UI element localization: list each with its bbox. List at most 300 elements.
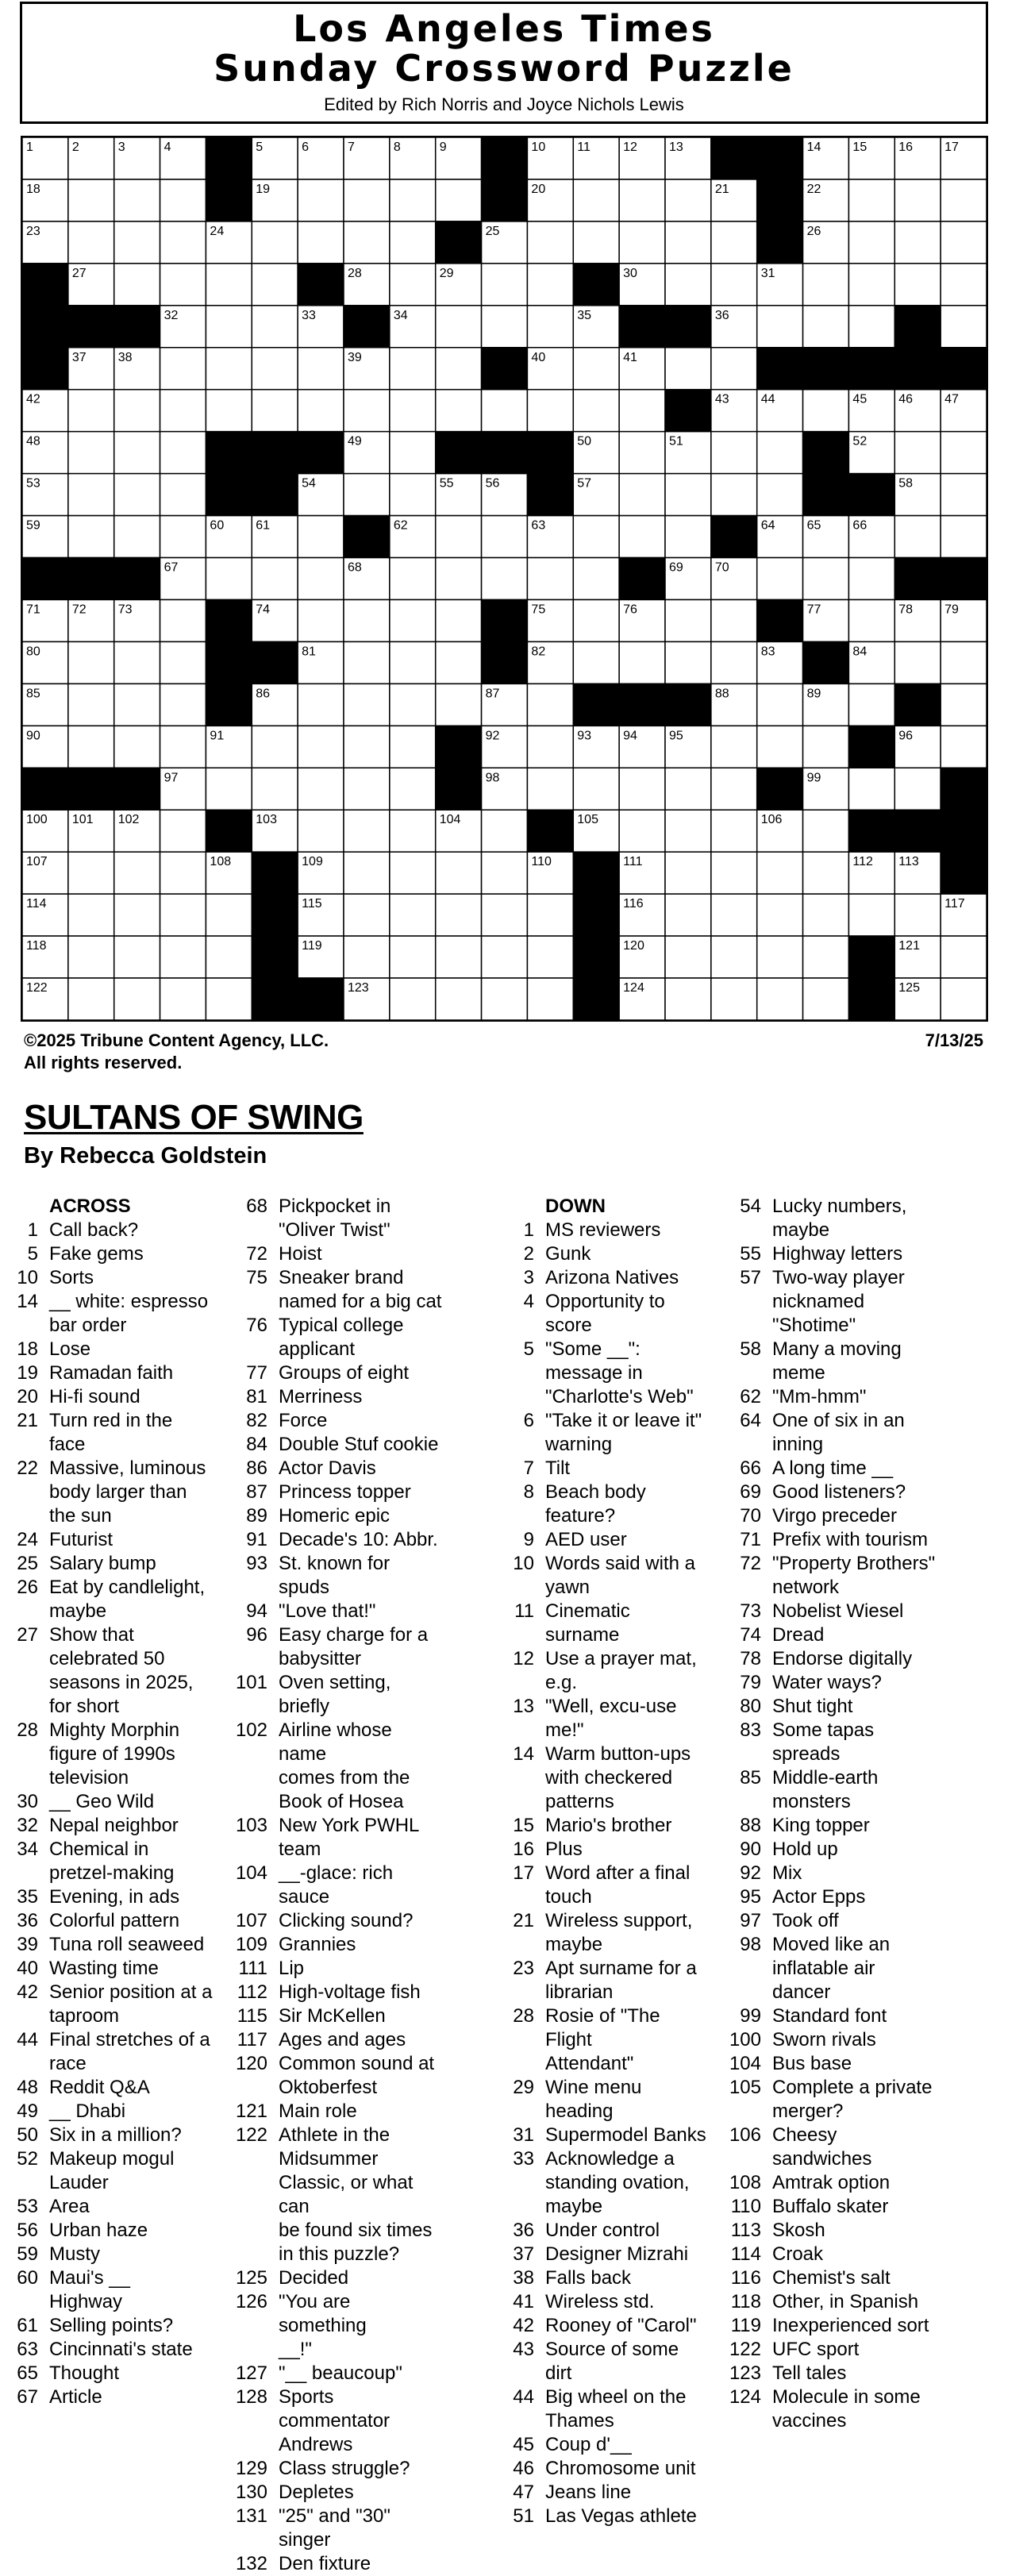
grid-cell[interactable] (68, 432, 114, 474)
clue-text: Other, in Spanish (772, 2291, 919, 2312)
grid-cell[interactable] (298, 558, 344, 600)
grid-cell[interactable] (298, 348, 344, 390)
grid-cell[interactable] (114, 221, 160, 264)
grid-cell[interactable] (848, 179, 894, 221)
grid-cell[interactable] (894, 221, 941, 264)
grid-cell[interactable] (206, 264, 252, 306)
grid-cell[interactable] (941, 474, 987, 516)
grid-cell[interactable] (665, 852, 711, 894)
grid-cell[interactable] (665, 221, 711, 264)
clue-text: Tuna roll seaweed (49, 1934, 205, 1955)
grid-cell[interactable] (665, 641, 711, 683)
grid-block (252, 894, 298, 936)
grid-cell[interactable] (206, 348, 252, 390)
clue-entry (482, 1862, 709, 1909)
grid-cell[interactable] (757, 432, 803, 474)
grid-cell[interactable] (573, 641, 619, 683)
grid-cell[interactable] (665, 474, 711, 516)
grid-cell[interactable] (114, 978, 160, 1020)
grid-cell[interactable] (941, 432, 987, 474)
grid-cell[interactable] (390, 264, 436, 306)
clue-entry (0, 2147, 213, 2195)
grid-cell[interactable] (711, 599, 757, 641)
grid-cell[interactable] (482, 978, 528, 1020)
grid-cell[interactable] (160, 936, 206, 978)
grid-cell[interactable] (941, 978, 987, 1020)
grid-cell[interactable] (114, 726, 160, 768)
grid-cell[interactable] (436, 894, 482, 936)
grid-cell[interactable] (68, 390, 114, 432)
grid-cell[interactable] (68, 474, 114, 516)
cell-number: 112 (852, 855, 873, 869)
grid-cell[interactable] (344, 768, 390, 810)
grid-cell[interactable] (619, 179, 665, 221)
grid-cell[interactable] (619, 768, 665, 810)
grid-cell[interactable] (252, 390, 298, 432)
grid-cell[interactable] (436, 558, 482, 600)
grid-cell[interactable] (160, 390, 206, 432)
grid-cell[interactable] (527, 936, 573, 978)
clue-number: 71 (740, 1529, 761, 1550)
clue-text: Cheesy sandwiches (772, 2124, 872, 2170)
grid-cell[interactable] (160, 179, 206, 221)
grid-cell[interactable] (665, 516, 711, 558)
grid-cell[interactable] (665, 599, 711, 641)
clue-entry (215, 2457, 442, 2481)
grid-cell[interactable] (803, 726, 849, 768)
grid-cell[interactable] (390, 683, 436, 726)
grid-cell[interactable] (527, 726, 573, 768)
grid-cell[interactable] (757, 978, 803, 1020)
clue-number: 104 (235, 1862, 267, 1884)
grid-cell[interactable] (757, 894, 803, 936)
grid-cell[interactable] (344, 179, 390, 221)
grid-cell[interactable] (711, 810, 757, 852)
grid-cell[interactable] (68, 936, 114, 978)
grid-cell[interactable] (436, 306, 482, 348)
grid-cell[interactable] (848, 768, 894, 810)
grid-cell[interactable] (941, 264, 987, 306)
grid-cell[interactable] (114, 894, 160, 936)
grid-cell[interactable] (803, 306, 849, 348)
grid-cell[interactable] (573, 599, 619, 641)
grid-cell[interactable] (68, 221, 114, 264)
grid-cell[interactable] (390, 179, 436, 221)
clue-number: 120 (235, 2053, 267, 2074)
grid-cell[interactable] (160, 516, 206, 558)
grid-block (941, 768, 987, 810)
grid-cell[interactable] (711, 936, 757, 978)
clue-entry (709, 1600, 936, 1623)
clue-text: "Well, excu-use me!" (545, 1696, 677, 1741)
grid-cell[interactable] (160, 221, 206, 264)
grid-cell[interactable] (436, 390, 482, 432)
grid-cell[interactable] (436, 641, 482, 683)
grid-cell[interactable] (803, 810, 849, 852)
grid-cell[interactable] (757, 306, 803, 348)
clue-entry (0, 1552, 213, 1576)
grid-block (527, 810, 573, 852)
grid-cell[interactable] (160, 641, 206, 683)
clue-entry (482, 2290, 709, 2314)
grid-cell[interactable] (894, 641, 941, 683)
grid-cell[interactable] (894, 432, 941, 474)
grid-cell[interactable] (390, 768, 436, 810)
grid-cell[interactable] (757, 558, 803, 600)
grid-cell[interactable] (436, 599, 482, 641)
clue-text: Chemist's salt (772, 2267, 891, 2289)
grid-cell[interactable] (619, 516, 665, 558)
clue-number: 13 (513, 1696, 534, 1717)
grid-cell[interactable] (711, 432, 757, 474)
grid-cell[interactable] (573, 179, 619, 221)
grid-cell[interactable] (160, 474, 206, 516)
grid-cell[interactable] (298, 179, 344, 221)
grid-cell[interactable] (252, 558, 298, 600)
puzzle-title: SULTANS OF SWING (24, 1098, 364, 1137)
grid-cell[interactable] (848, 558, 894, 600)
grid-cell[interactable] (527, 264, 573, 306)
grid-cell[interactable] (390, 726, 436, 768)
clue-entry (0, 1957, 213, 1981)
grid-cell[interactable] (436, 936, 482, 978)
grid-cell[interactable] (252, 768, 298, 810)
cell-number: 86 (256, 687, 271, 701)
grid-cell[interactable] (941, 179, 987, 221)
grid-cell[interactable] (436, 852, 482, 894)
grid-cell[interactable] (298, 516, 344, 558)
grid-cell[interactable] (803, 852, 849, 894)
clue-text: Sir McKellen (279, 2005, 386, 2027)
grid-cell[interactable] (619, 641, 665, 683)
grid-cell[interactable] (206, 768, 252, 810)
grid-cell[interactable] (68, 179, 114, 221)
grid-cell[interactable] (757, 852, 803, 894)
clue-entry (482, 1957, 709, 2004)
grid-cell[interactable] (344, 726, 390, 768)
grid-cell[interactable] (665, 179, 711, 221)
grid-cell[interactable] (344, 936, 390, 978)
grid-cell[interactable] (160, 264, 206, 306)
grid-cell[interactable] (527, 306, 573, 348)
grid-cell[interactable] (711, 978, 757, 1020)
grid-cell[interactable] (894, 264, 941, 306)
grid-cell[interactable] (436, 516, 482, 558)
grid-cell[interactable] (344, 810, 390, 852)
grid-cell[interactable] (114, 516, 160, 558)
grid-cell[interactable] (298, 810, 344, 852)
grid-cell[interactable] (344, 474, 390, 516)
grid-cell[interactable] (160, 726, 206, 768)
grid-cell[interactable] (390, 558, 436, 600)
grid-cell[interactable] (665, 768, 711, 810)
grid-cell[interactable] (619, 390, 665, 432)
grid-cell[interactable] (527, 558, 573, 600)
grid-cell[interactable] (390, 936, 436, 978)
grid-cell[interactable] (160, 810, 206, 852)
grid-cell[interactable] (573, 390, 619, 432)
grid-cell[interactable] (757, 474, 803, 516)
grid-cell[interactable] (252, 726, 298, 768)
grid-cell[interactable] (482, 936, 528, 978)
grid-cell[interactable] (298, 221, 344, 264)
grid-cell[interactable] (68, 516, 114, 558)
grid-cell[interactable] (390, 221, 436, 264)
grid-block (482, 348, 528, 390)
grid-cell[interactable] (390, 432, 436, 474)
clue-entry (215, 1481, 442, 1504)
grid-cell[interactable] (344, 221, 390, 264)
grid-cell[interactable] (803, 894, 849, 936)
cell-number: 25 (485, 224, 500, 238)
copyright-line: ©2025 Tribune Content Agency, LLC. (24, 1030, 329, 1050)
grid-cell[interactable] (114, 683, 160, 726)
grid-cell[interactable] (252, 264, 298, 306)
cell-number: 43 (714, 392, 729, 406)
grid-cell[interactable] (711, 221, 757, 264)
clue-text: Beach body feature? (545, 1481, 646, 1527)
grid-cell[interactable] (665, 978, 711, 1020)
grid-block (711, 137, 757, 179)
clue-entry (482, 2076, 709, 2124)
grid-cell[interactable] (114, 474, 160, 516)
cell-number: 61 (256, 518, 271, 533)
clue-text: Actor Epps (772, 1886, 866, 1908)
grid-cell[interactable] (573, 558, 619, 600)
clue-text: Nepal neighbor (49, 1815, 179, 1836)
grid-cell[interactable] (894, 179, 941, 221)
grid-cell[interactable] (711, 852, 757, 894)
grid-cell[interactable] (206, 558, 252, 600)
grid-cell[interactable] (344, 683, 390, 726)
clue-number: 68 (246, 1196, 267, 1217)
grid-cell[interactable] (665, 348, 711, 390)
grid-block (757, 137, 803, 179)
grid-cell[interactable] (390, 390, 436, 432)
grid-cell[interactable] (527, 978, 573, 1020)
grid-cell[interactable] (344, 390, 390, 432)
cell-number: 108 (210, 855, 232, 869)
grid-cell[interactable] (206, 894, 252, 936)
grid-cell[interactable] (848, 264, 894, 306)
grid-cell[interactable] (665, 894, 711, 936)
clue-text: "Some __": message in "Charlotte's Web" (545, 1338, 694, 1407)
grid-cell[interactable] (114, 936, 160, 978)
grid-block (527, 474, 573, 516)
grid-cell[interactable] (160, 894, 206, 936)
grid-cell[interactable] (390, 599, 436, 641)
clue-text: Sorts (49, 1267, 94, 1288)
grid-cell[interactable] (941, 726, 987, 768)
grid-cell[interactable] (941, 221, 987, 264)
grid-cell[interactable] (757, 936, 803, 978)
cell-number: 20 (531, 182, 546, 196)
grid-cell[interactable] (390, 474, 436, 516)
grid-cell[interactable] (527, 683, 573, 726)
grid-cell[interactable] (848, 683, 894, 726)
grid-cell[interactable] (160, 432, 206, 474)
grid-cell[interactable] (941, 936, 987, 978)
clue-text: Final stretches of a race (49, 2029, 210, 2074)
grid-cell[interactable] (114, 432, 160, 474)
grid-cell[interactable] (390, 852, 436, 894)
grid-cell[interactable] (941, 683, 987, 726)
clue-entry (215, 2266, 442, 2290)
grid-cell[interactable] (436, 978, 482, 1020)
grid-cell[interactable] (344, 894, 390, 936)
grid-cell[interactable] (757, 683, 803, 726)
grid-cell[interactable] (482, 264, 528, 306)
grid-cell[interactable] (206, 936, 252, 978)
clue-number: 55 (740, 1243, 761, 1265)
grid-cell[interactable] (344, 852, 390, 894)
grid-cell[interactable] (114, 641, 160, 683)
grid-cell[interactable] (206, 978, 252, 1020)
grid-cell[interactable] (711, 474, 757, 516)
grid-cell[interactable] (160, 978, 206, 1020)
grid-cell[interactable] (941, 641, 987, 683)
grid-cell[interactable] (711, 641, 757, 683)
grid-cell[interactable] (619, 810, 665, 852)
grid-cell[interactable] (68, 894, 114, 936)
grid-cell[interactable] (619, 221, 665, 264)
grid-cell[interactable] (160, 683, 206, 726)
grid-block (894, 306, 941, 348)
grid-cell[interactable] (344, 641, 390, 683)
cell-number: 7 (348, 141, 355, 154)
grid-block (482, 641, 528, 683)
grid-cell[interactable] (68, 978, 114, 1020)
grid-cell[interactable] (527, 221, 573, 264)
grid-cell[interactable] (436, 683, 482, 726)
grid-cell[interactable] (941, 306, 987, 348)
grid-cell[interactable] (573, 221, 619, 264)
clue-text: Thought (49, 2362, 120, 2384)
grid-cell[interactable] (803, 264, 849, 306)
clue-number: 5 (27, 1243, 38, 1265)
grid-cell[interactable] (344, 599, 390, 641)
grid-cell[interactable] (482, 894, 528, 936)
grid-cell[interactable] (298, 390, 344, 432)
grid-cell[interactable] (894, 516, 941, 558)
grid-cell[interactable] (848, 221, 894, 264)
grid-cell[interactable] (206, 306, 252, 348)
across-clues-column-1 (0, 1195, 213, 2409)
grid-cell[interactable] (298, 683, 344, 726)
grid-cell[interactable] (482, 852, 528, 894)
grid-cell[interactable] (482, 516, 528, 558)
grid-cell[interactable] (390, 978, 436, 1020)
grid-cell[interactable] (482, 558, 528, 600)
cell-number: 109 (302, 855, 323, 869)
grid-cell[interactable] (803, 978, 849, 1020)
grid-cell[interactable] (848, 599, 894, 641)
crossword-grid (21, 136, 988, 1022)
grid-cell[interactable] (573, 516, 619, 558)
grid-cell[interactable] (711, 726, 757, 768)
grid-cell[interactable] (619, 432, 665, 474)
grid-cell[interactable] (573, 768, 619, 810)
grid-cell[interactable] (160, 852, 206, 894)
grid-cell[interactable] (114, 179, 160, 221)
grid-cell[interactable] (390, 348, 436, 390)
grid-cell[interactable] (252, 348, 298, 390)
clue-number: 9 (523, 1529, 534, 1550)
grid-cell[interactable] (848, 894, 894, 936)
clue-text: Mix (772, 1862, 802, 1884)
clue-text: Mighty Morphin figure of 1990s television (49, 1719, 180, 1789)
grid-cell[interactable] (665, 810, 711, 852)
grid-cell[interactable] (482, 390, 528, 432)
grid-cell[interactable] (573, 348, 619, 390)
grid-cell[interactable] (252, 221, 298, 264)
grid-cell[interactable] (114, 390, 160, 432)
grid-cell[interactable] (803, 936, 849, 978)
grid-cell[interactable] (114, 264, 160, 306)
grid-cell[interactable] (206, 390, 252, 432)
grid-cell[interactable] (436, 348, 482, 390)
clue-entry (709, 2028, 936, 2052)
grid-block (757, 599, 803, 641)
grid-cell[interactable] (436, 179, 482, 221)
clue-text: Tilt (545, 1457, 571, 1479)
grid-cell[interactable] (941, 516, 987, 558)
grid-cell[interactable] (252, 306, 298, 348)
grid-cell[interactable] (68, 641, 114, 683)
grid-cell[interactable] (527, 768, 573, 810)
grid-cell[interactable] (711, 894, 757, 936)
clue-text: Molecule in some vaccines (772, 2386, 921, 2432)
grid-cell[interactable] (160, 348, 206, 390)
grid-block (298, 264, 344, 306)
grid-cell[interactable] (894, 894, 941, 936)
cell-number: 118 (26, 939, 47, 953)
grid-cell[interactable] (619, 474, 665, 516)
grid-cell[interactable] (527, 894, 573, 936)
grid-cell[interactable] (665, 264, 711, 306)
grid-cell[interactable] (160, 599, 206, 641)
grid-cell[interactable] (298, 768, 344, 810)
grid-cell[interactable] (711, 264, 757, 306)
grid-cell[interactable] (114, 852, 160, 894)
grid-cell[interactable] (711, 348, 757, 390)
grid-block (252, 936, 298, 978)
grid-cell[interactable] (482, 306, 528, 348)
grid-cell[interactable] (390, 641, 436, 683)
cell-number: 41 (623, 350, 637, 364)
grid-cell[interactable] (390, 894, 436, 936)
grid-cell[interactable] (482, 810, 528, 852)
grid-cell[interactable] (665, 936, 711, 978)
grid-cell[interactable] (803, 558, 849, 600)
grid-cell[interactable] (298, 599, 344, 641)
grid-cell[interactable] (711, 768, 757, 810)
grid-cell[interactable] (298, 726, 344, 768)
grid-cell[interactable] (68, 726, 114, 768)
grid-cell[interactable] (68, 683, 114, 726)
grid-cell[interactable] (894, 768, 941, 810)
clue-number: 44 (17, 2029, 38, 2050)
clue-entry (709, 2124, 936, 2171)
clue-text: Source of some dirt (545, 2339, 679, 2384)
grid-cell[interactable] (848, 306, 894, 348)
grid-cell[interactable] (390, 810, 436, 852)
grid-cell[interactable] (68, 852, 114, 894)
grid-cell[interactable] (803, 390, 849, 432)
grid-cell[interactable] (527, 390, 573, 432)
grid-cell[interactable] (757, 726, 803, 768)
clue-number: 63 (17, 2339, 38, 2360)
